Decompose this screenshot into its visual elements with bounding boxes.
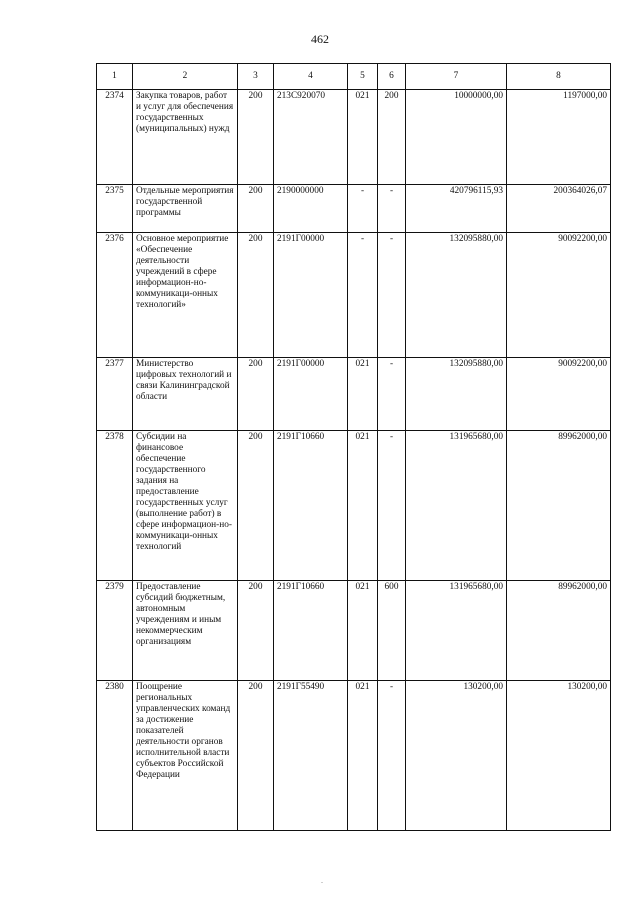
row-col-3: 200 <box>238 233 274 358</box>
row-col-5: - <box>348 233 378 358</box>
table-header-row <box>97 64 611 90</box>
table-row <box>97 431 611 581</box>
scan-speck <box>321 882 323 883</box>
row-col-5: 021 <box>348 681 378 831</box>
row-number: 2376 <box>97 233 133 358</box>
row-name: Отдельные мероприятия государственной программы <box>133 185 238 233</box>
row-name: Поощрение региональных управленческих команд за достижение показателей деятельности органов исполнительной власти субъектов Российской Федерации <box>133 681 238 831</box>
table-row <box>97 90 611 185</box>
row-col-6: - <box>378 681 406 831</box>
row-col-8: 200364026,07 <box>507 185 611 233</box>
row-col-3: 200 <box>238 90 274 185</box>
row-col-3: 200 <box>238 358 274 431</box>
header-col-7: 7 <box>406 64 507 90</box>
row-col-4: 213С920070 <box>274 90 348 185</box>
row-col-6: - <box>378 233 406 358</box>
header-col-4: 4 <box>274 64 348 90</box>
row-col-6: - <box>378 185 406 233</box>
row-col-3: 200 <box>238 581 274 681</box>
row-number: 2374 <box>97 90 133 185</box>
row-name: Основное мероприятие «Обеспечение деятельности учреждений в сфере информацион-но-коммуникаци-онных технологий» <box>133 233 238 358</box>
table-row <box>97 233 611 358</box>
row-col-8: 1197000,00 <box>507 90 611 185</box>
row-col-7: 132095880,00 <box>406 233 507 358</box>
header-col-8: 8 <box>507 64 611 90</box>
row-col-8: 89962000,00 <box>507 581 611 681</box>
header-col-5: 5 <box>348 64 378 90</box>
row-col-4: 2191Г10660 <box>274 581 348 681</box>
row-col-4: 2191Г10660 <box>274 431 348 581</box>
row-col-7: 10000000,00 <box>406 90 507 185</box>
header-col-2: 2 <box>133 64 238 90</box>
budget-table <box>96 63 611 831</box>
row-col-3: 200 <box>238 681 274 831</box>
row-col-4: 2190000000 <box>274 185 348 233</box>
row-col-5: 021 <box>348 358 378 431</box>
row-col-6: 200 <box>378 90 406 185</box>
row-col-4: 2191Г00000 <box>274 233 348 358</box>
row-col-5: 021 <box>348 431 378 581</box>
header-col-3: 3 <box>238 64 274 90</box>
row-number: 2378 <box>97 431 133 581</box>
row-col-3: 200 <box>238 431 274 581</box>
row-col-8: 90092200,00 <box>507 233 611 358</box>
row-col-8: 130200,00 <box>507 681 611 831</box>
row-col-7: 420796115,93 <box>406 185 507 233</box>
table-row <box>97 581 611 681</box>
row-col-5: - <box>348 185 378 233</box>
row-name: Министерство цифровых технологий и связи Калининградской области <box>133 358 238 431</box>
row-col-7: 131965680,00 <box>406 431 507 581</box>
row-col-4: 2191Г00000 <box>274 358 348 431</box>
table-row <box>97 681 611 831</box>
row-number: 2379 <box>97 581 133 681</box>
page-number: 462 <box>311 32 329 46</box>
row-name: Закупка товаров, работ и услуг для обеспечения государственных (муниципальных) нужд <box>133 90 238 185</box>
header-col-1: 1 <box>97 64 133 90</box>
row-col-6: - <box>378 358 406 431</box>
row-name: Предоставление субсидий бюджетным, автономным учреждениям и иным некоммерческим организациям <box>133 581 238 681</box>
row-col-8: 89962000,00 <box>507 431 611 581</box>
row-number: 2375 <box>97 185 133 233</box>
row-col-7: 130200,00 <box>406 681 507 831</box>
row-name: Субсидии на финансовое обеспечение государственного задания на предоставление государственных услуг (выполнение работ) в сфере информацион-но-коммуникаци-онных технологий <box>133 431 238 581</box>
row-number: 2377 <box>97 358 133 431</box>
table-row <box>97 185 611 233</box>
header-col-6: 6 <box>378 64 406 90</box>
row-col-7: 132095880,00 <box>406 358 507 431</box>
row-col-6: 600 <box>378 581 406 681</box>
row-col-4: 2191Г55490 <box>274 681 348 831</box>
table-row <box>97 358 611 431</box>
row-col-6: - <box>378 431 406 581</box>
row-col-8: 90092200,00 <box>507 358 611 431</box>
row-number: 2380 <box>97 681 133 831</box>
row-col-5: 021 <box>348 90 378 185</box>
row-col-7: 131965680,00 <box>406 581 507 681</box>
row-col-3: 200 <box>238 185 274 233</box>
row-col-5: 021 <box>348 581 378 681</box>
